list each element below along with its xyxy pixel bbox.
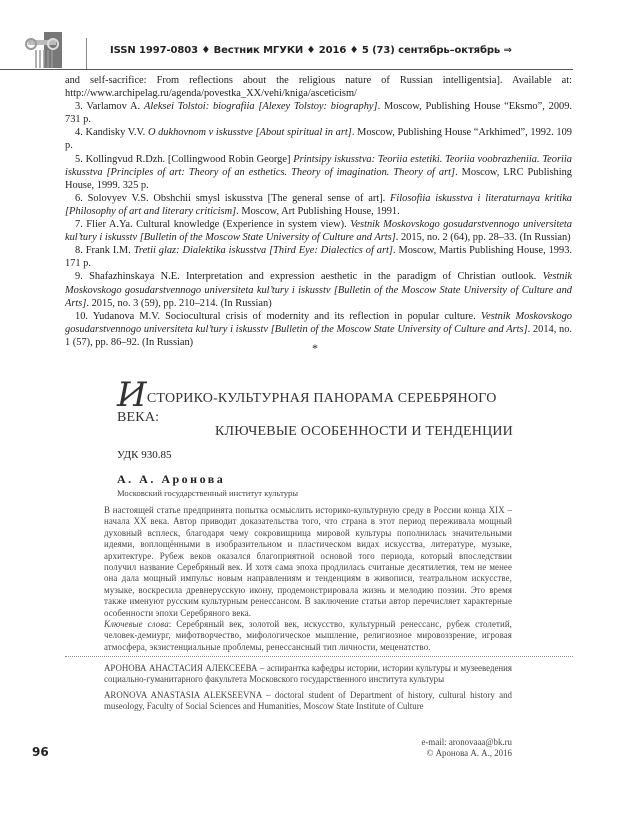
reference-tail: . Moscow, Publishing House “Arkhimed”, 1992. 109 p.	[65, 127, 573, 152]
reference-tail: . 2015, no. 3 (59), pp. 210–214. (In Russian)	[86, 297, 272, 309]
author-name: А. А. Аронова	[117, 472, 226, 486]
author-bio	[104, 663, 512, 717]
reference-plain: and self-sacrifice: From reflections about the religious nature of Russian intelligentsia]. Available at: http://www.archipelag.ru/agenda/povestka_XX/vehi/kniga/asceticism/	[65, 75, 572, 100]
author-affiliation: Московский государственный институт культуры	[117, 488, 299, 498]
reference-italic: Vestnik Moskovskogo gosudarstvennogo universiteta kul’tury i iskusstv [Bulletin of the Moscow State University of Culture and Arts]	[65, 219, 572, 244]
reference-plain: 5. Kollingvud R.Dzh. [Collingwood Robin George]	[75, 153, 294, 165]
reference-tail: . Moscow, Art Publishing House, 1991.	[236, 205, 400, 217]
reference-plain: 8. Frank I.M.	[75, 245, 134, 257]
reference-italic: Tretii glaz: Dialektika iskusstva [Third Eye: Dialectics of art]	[133, 245, 393, 257]
section-separator: *	[312, 341, 318, 355]
title-line-2: КЛЮЧЕВЫЕ ОСОБЕННОСТИ И ТЕНДЕНЦИИ	[214, 424, 513, 439]
article-title	[117, 375, 513, 440]
reference-item	[65, 74, 572, 100]
reference-item	[65, 218, 572, 244]
header-rule	[0, 69, 573, 70]
reference-item	[65, 192, 572, 218]
udk-code: УДК 930.85	[117, 449, 172, 461]
ionic-column-logo	[24, 32, 62, 72]
reference-item	[65, 244, 572, 270]
reference-plain: 9. Shafazhinskaya N.E. Interpretation and expression aesthetic in the paradigm of Christian outlook.	[75, 271, 543, 283]
keywords-text: : Серебряный век, золотой век, искусство, культурный ренессанс, рубеж столетий, человек-демиург, мифотворчество, мифологическое мышление, религиозное мировоззрение, игровая атмосфера, экзистенциальные проблемы, ренессансный тип личности, меценатство.	[104, 619, 512, 652]
contact-info	[300, 737, 512, 760]
title-drop-cap: И	[117, 375, 147, 415]
reference-plain: 6. Solovyev V.S. Obshchii smysl iskusstva [The general sense of art].	[75, 192, 391, 204]
reference-item	[65, 126, 572, 152]
reference-plain: 3. Varlamov A.	[75, 101, 144, 113]
reference-tail: . 2014, no. 1 (57), pp. 86–92. (In Russian)	[65, 323, 572, 348]
abstract-text: В настоящей статье предпринята попытка осмыслить историко-культурную среду в России конца XIX – начала XX века. Автор приводит доказательства того, что страна в этот период переживала мощный духовный всплеск, благодаря чему сокровищница мировой культуры пополнилась значительными идеями, воплощёнными в изобразительном и пластическом видах искусства, литературе, музыке, архитектуре. Рубеж веков оказался благоприятной основой того периода, который впоследствии получил название Серебряный век. И хотя сама эпоха продлилась считаные десятилетия, тем не менее она дала мощный импульс новым направлениям и тенденциям в живописи, театральном искусстве, музыке, воскресила древнерусскую икону, продемонстрировала жизнь и мелодию поэзии. Это время также именуют русским культурным ренессансом. В заключение статьи автор перечисляет характерные особенности эпохи Серебряного века.	[104, 505, 512, 618]
keywords	[104, 619, 512, 653]
bio-russian: АРОНОВА АНАСТАСИЯ АЛЕКСЕЕВА – аспирантка кафедры истории, истории культуры и музееведения социально-гуманитарного факультета Московского государственного института культуры	[104, 663, 512, 685]
reference-tail: . Moscow, Martis Publishing House, 1993. 171 p.	[65, 245, 572, 270]
reference-italic: Aleksei Tolstoi: biografiia [Alexey Tolstoy: biography]	[143, 101, 378, 113]
reference-italic: Vestnik Moskovskogo gosudarstvennogo universiteta kul’tury i iskusstv [Bulletin of the Moscow State University of Culture and Arts]	[65, 310, 572, 335]
reference-tail: . Moscow, LRC Publishing House, 1999. 325 p.	[65, 166, 572, 191]
reference-list	[65, 74, 572, 349]
reference-item	[65, 100, 572, 126]
abstract	[104, 505, 512, 653]
title-line-1: СТОРИКО-КУЛЬТУРНАЯ ПАНОРАМА СЕРЕБРЯНОГО ВЕКА:	[117, 391, 497, 425]
reference-italic: O dukhovnom v iskusstve [About spiritual in art]	[147, 127, 352, 139]
reference-italic: Filosofiia iskusstva i literaturnaya kritika [Philosophy of art and literary criticism]	[65, 192, 573, 217]
bio-english: ARONOVA ANASTASIA ALEKSEEVNA – doctoral student of Department of history, cultural history and museology, Faculty of Social Sciences and Humanities, Moscow State Institute of Culture	[104, 689, 512, 712]
author-email[interactable]: e-mail: aronovaaa@bk.ru	[421, 737, 512, 747]
reference-italic: Vestnik Moskovskogo gosudarstvennogo universiteta kul’tury i iskusstv [Bulletin of the Moscow State University of Culture and Arts]	[65, 271, 572, 309]
reference-item	[65, 270, 572, 309]
reference-item	[65, 310, 572, 349]
reference-tail: . 2015, no. 2 (64), pp. 28–33. (In Russian)	[395, 232, 571, 244]
reference-tail: . Moscow, Publishing House “Eksmo”, 2009. 731 p.	[65, 101, 572, 126]
page-number: 96	[32, 745, 49, 759]
reference-plain: 10. Yudanova M.V. Sociocultural crisis of modernity and its reflection in popular culture.	[75, 310, 481, 322]
dotted-divider	[65, 656, 573, 657]
copyright: © Аронова А. А., 2016	[426, 748, 512, 759]
reference-plain: 7. Flier A.Ya. Cultural knowledge (Experience in system view).	[75, 219, 351, 231]
reference-plain: 4. Kandisky V.V.	[75, 127, 148, 139]
reference-italic: Printsipy iskusstva: Teoriia estetiki. Teoriia voobrazheniia. Teoriia iskusstva [Principles of art: Theory of an esthetics. Theory of imagination. Theory of art]	[65, 153, 572, 178]
reference-item	[65, 153, 572, 192]
running-header: ISSN 1997-0803 ♦ Вестник МГУКИ ♦ 2016 ♦ 5 (73) сентябрь–октябрь ⇒	[110, 45, 512, 56]
keywords-label: Ключевые слова	[104, 619, 169, 630]
